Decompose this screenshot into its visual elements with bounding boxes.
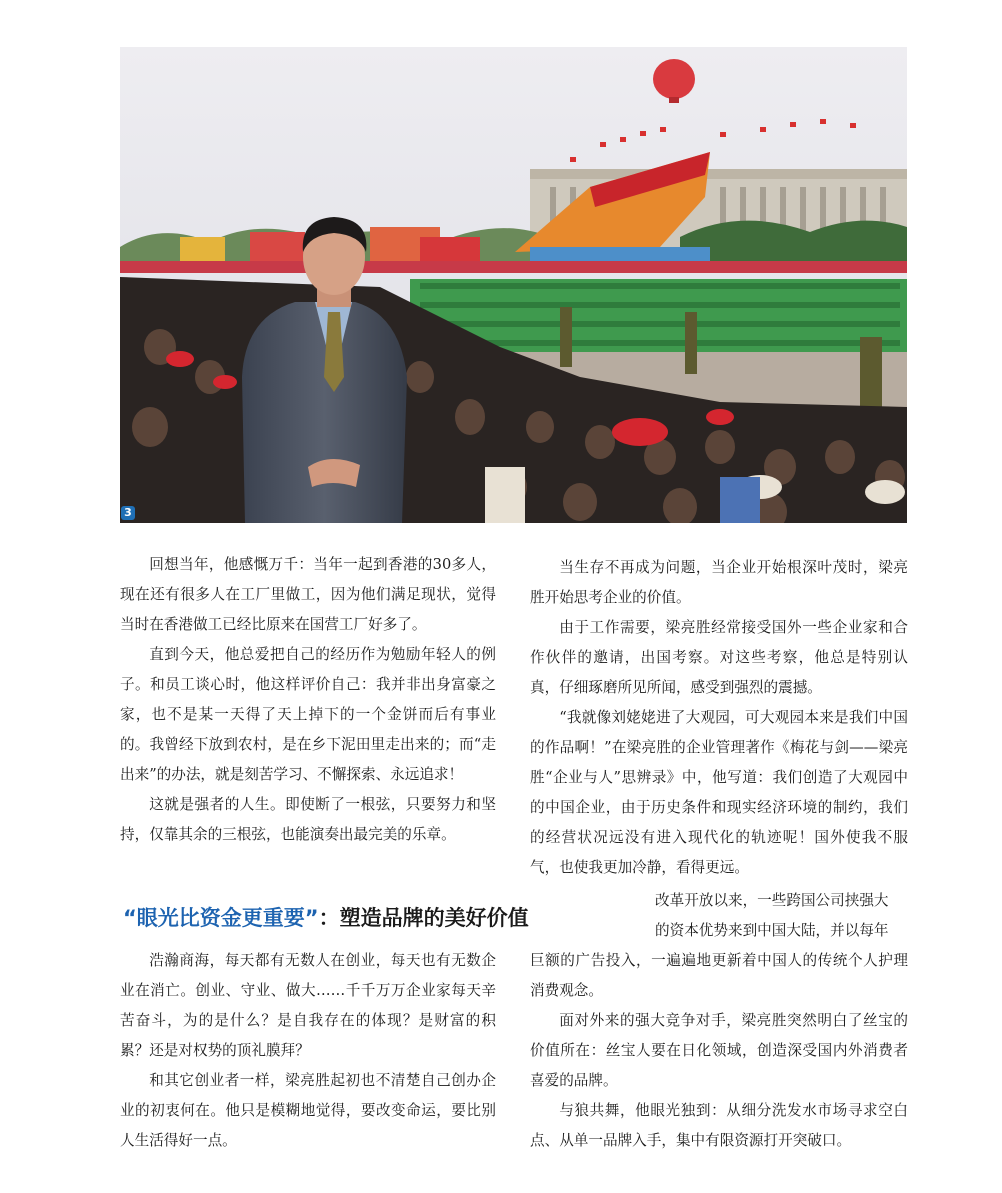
paragraph: 回想当年，他感慨万千：当年一起到香港的30多人，现在还有很多人在工厂里做工，因为他们满足现状，觉得当时在香港做工已经比原来在国营工厂好多了。 bbox=[120, 556, 496, 633]
paragraph: 面对外来的强大竞争对手，梁亮胜突然明白了丝宝的价值所在：丝宝人要在日化领域，创造深受国内外消费者喜爱的品牌。 bbox=[530, 1012, 908, 1089]
text-line: 的资本优势来到中国大陆，并以每年 bbox=[655, 922, 889, 939]
paragraph: 当生存不再成为问题，当企业开始根深叶茂时，梁亮胜开始思考企业的价值。 bbox=[530, 559, 908, 606]
text-line: 改革开放以来，一些跨国公司挟强大 bbox=[655, 892, 889, 909]
section-heading bbox=[123, 902, 529, 934]
article-column-left-bottom bbox=[120, 946, 496, 1156]
paragraph: 浩瀚商海，每天都有无数人在创业，每天也有无数企业在消亡。创业、守业、做大……千千万万企业家每天辛苦奋斗，为的是什么？是自我存在的体现？是财富的积累？还是对权势的顶礼膜拜？ bbox=[120, 952, 496, 1059]
paragraph: 巨额的广告投入，一遍遍地更新着中国人的传统个人护理消费观念。 bbox=[530, 952, 908, 999]
article-column-right-top bbox=[530, 553, 908, 883]
paragraph: “我就像刘姥姥进了大观园，可大观园本来是我们中国的作品啊！”在梁亮胜的企业管理著作《梅花与剑——梁亮胜“企业与人”思辨录》中，他写道：我们创造了大观园中的中国企业，由于历史条件和现实经济环境的制约，我们的经营状况远没有进入现代化的轨迹呢！国外使我不服气，也使我更加冷静，看得更远。 bbox=[530, 709, 908, 876]
article-column-left-top bbox=[120, 550, 496, 850]
paragraph: 由于工作需要，梁亮胜经常接受国外一些企业家和合作伙伴的邀请，出国考察。对这些考察，他总是特别认真，仔细琢磨所见所闻，感受到强烈的震撼。 bbox=[530, 619, 908, 696]
paragraph: 直到今天，他总爱把自己的经历作为勉励年轻人的例子。和员工谈心时，他这样评价自己：我并非出身富豪之家，也不是某一天得了天上掉下的一个金饼而后有事业的。我曾经下放到农村，是在乡下泥田里走出来的；而“走出来”的办法，就是刻苦学习、不懈探索、永远追求！ bbox=[120, 646, 496, 783]
article-column-right-bottom bbox=[530, 946, 908, 1156]
section-heading-subtitle: ：塑造品牌的美好价值 bbox=[318, 906, 529, 930]
section-heading-quote: “眼光比资金更重要” bbox=[123, 906, 319, 930]
paragraph: 与狼共舞，他眼光独到：从细分洗发水市场寻求空白点、从单一品牌入手，集中有限资源打开突破口。 bbox=[530, 1102, 908, 1149]
parade-photo bbox=[120, 47, 907, 523]
paragraph: 和其它创业者一样，梁亮胜起初也不清楚自己创办企业的初衷何在。他只是模糊地觉得，要改变命运，要比别人生活得好一点。 bbox=[120, 1072, 496, 1149]
figure-number-badge: 3 bbox=[121, 506, 135, 520]
paragraph: 这就是强者的人生。即使断了一根弦，只要努力和坚持，仅靠其余的三根弦，也能演奏出最完美的乐章。 bbox=[120, 796, 496, 843]
